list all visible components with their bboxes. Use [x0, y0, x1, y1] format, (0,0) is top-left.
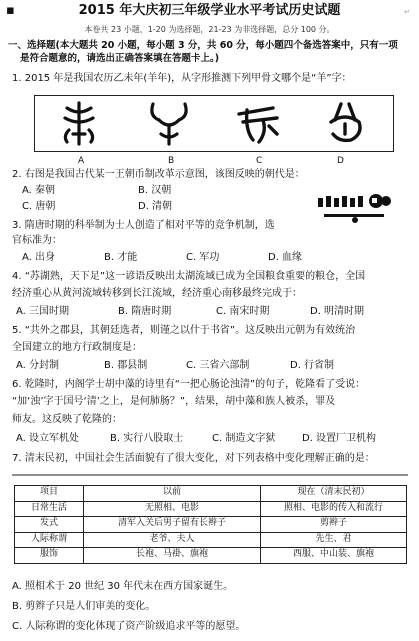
question-6-stem-cont: “加‘浊’字于国号‘清’之上，是何肺肠？”，结果，胡中藻和族人被杀，罪及 [12, 396, 336, 407]
question-3-stem: 3. 隋唐时期的科举制为士人创造了相对平等的竞争机制，选 [12, 220, 275, 231]
q5-option-d: D. 行省制 [290, 360, 335, 371]
table-top-rule [12, 469, 408, 481]
question-2-stem: 2. 右图是我国古代某一王朝币制改革示意图，该图反映的朝代是： [12, 169, 305, 180]
table-cell: 无照相、电影 [84, 501, 261, 517]
q1-letter-d: D [337, 156, 344, 166]
question-4-stem-cont: 经济重心从黄河流域转移到长江流域，经济重心南移最终完成于： [12, 288, 302, 299]
table-header-cell: 现在（清末民初） [261, 486, 407, 502]
table-row [15, 501, 407, 517]
q5-option-c: C. 三省六部制 [186, 360, 250, 371]
table-header-cell: 项目 [15, 486, 84, 502]
q5-option-b: B. 郡县制 [104, 360, 148, 371]
q6-option-b: B. 实行八股取士 [110, 433, 184, 444]
question-3-stem-cont: 官标准为： [12, 235, 62, 246]
table-row [15, 532, 407, 548]
table-cell: 服饰 [15, 548, 84, 564]
q7-option-b: B. 剪辫子只是人们审美的变化。 [12, 601, 156, 612]
table-cell: 老爷、夫人 [84, 532, 261, 548]
table-cell: 日常生活 [15, 501, 84, 517]
q2-option-d: D. 清朝 [138, 201, 173, 212]
question-5-stem-cont: 全国建立的地方行政制度是： [12, 342, 142, 353]
customs-comparison-table [14, 485, 407, 564]
page-title: 2015 年大庆初三年级学业水平考试历史试题 [78, 3, 341, 18]
section-instruction-line1: 一、选择题(本大题共 20 小题，每小题 3 分，共 60 分，每小题四个备选答案中，只有一项 [8, 40, 398, 51]
q3-option-c: C. 军功 [186, 252, 220, 263]
q3-option-a: A. 出身 [22, 252, 56, 263]
question-6-stem: 6. 乾隆时，内阁学士胡中藻的诗里有“一把心肠论浊清”的句子，乾隆看了受说： [12, 379, 366, 390]
q5-option-a: A. 分封制 [16, 360, 60, 371]
coin-reform-diagram [316, 188, 394, 224]
table-header-cell: 以前 [84, 486, 261, 502]
table-header-row [15, 486, 407, 502]
section-instruction-line2: 是符合题意的，请选出正确答案填在答题卡上。) [20, 53, 220, 64]
q2-option-b: B. 汉朝 [138, 185, 172, 196]
table-cell: 人际称谓 [15, 532, 84, 548]
q2-option-a: A. 秦朝 [22, 185, 56, 196]
q7-option-c: C. 人际称谓的变化体现了资产阶级追求平等的愿望。 [12, 621, 246, 632]
table-cell: 清军入关后男子留有长辫子 [84, 517, 261, 533]
table-cell: 先生、君 [261, 532, 407, 548]
q2-option-c: C. 唐朝 [22, 201, 56, 212]
q6-option-a: A. 设立军机处 [16, 433, 80, 444]
q6-option-d: D. 设置厂卫机构 [302, 433, 377, 444]
q1-letter-c: C [256, 156, 263, 166]
exam-note: 本卷共 23 小题，1-20 为选择题，21-23 为非选择题，总分 100 分。 [84, 25, 335, 34]
q4-option-c: C. 南宋时期 [216, 306, 270, 317]
q4-option-b: B. 隋唐时期 [118, 306, 172, 317]
q4-option-a: A. 三国时期 [16, 306, 70, 317]
q7-option-a: A. 照相术于 20 世纪 30 年代末在西方国家诞生。 [12, 581, 234, 592]
q3-option-d: D. 血缘 [268, 252, 303, 263]
table-cell: 照相、电影的传入和流行 [261, 501, 407, 517]
q1-letter-a: A [78, 156, 85, 166]
oracle-glyph-d-icon [321, 100, 369, 146]
oracle-glyph-a-icon [55, 100, 103, 146]
question-5-stem: 5. “共外之郡县，其朝廷选者，则谨之以什于书省”。这反映出元朝为有效统治 [12, 325, 356, 336]
question-6-stem-cont2: 师友。这反映了乾隆的： [12, 414, 122, 425]
oracle-bone-characters-box [34, 95, 394, 152]
q1-letter-b: B [168, 156, 175, 166]
table-cell: 长袍、马褂、旗袍 [84, 548, 261, 564]
question-7-stem: 7. 清末民初，中国社会生活面貌有了很大变化，对下列表格中变化理解正确的是： [12, 453, 375, 464]
question-4-stem: 4. “苏湖熟，天下足”这一谚语反映出太湖流域已成为全国粮食重要的粮仓，全国 [12, 271, 366, 282]
table-row [15, 548, 407, 564]
table-cell: 西服、中山装、旗袍 [261, 548, 407, 564]
q3-option-b: B. 才能 [104, 252, 138, 263]
oracle-glyph-b-icon [145, 100, 193, 146]
oracle-glyph-c-icon [233, 100, 281, 146]
paragraph-mark: ↵ [404, 8, 410, 16]
question-1-stem: 1. 2015 年是我国农历乙未年(羊年)，从字形推测下列甲骨文哪个是“羊”字： [12, 73, 352, 84]
q6-option-c: C. 制造文字狱 [212, 433, 276, 444]
q4-option-d: D. 明清时期 [310, 306, 365, 317]
table-cell: 剪辫子 [261, 517, 407, 533]
table-cell: 发式 [15, 517, 84, 533]
bullet-marker: ▪ [6, 3, 15, 18]
table-row [15, 517, 407, 533]
